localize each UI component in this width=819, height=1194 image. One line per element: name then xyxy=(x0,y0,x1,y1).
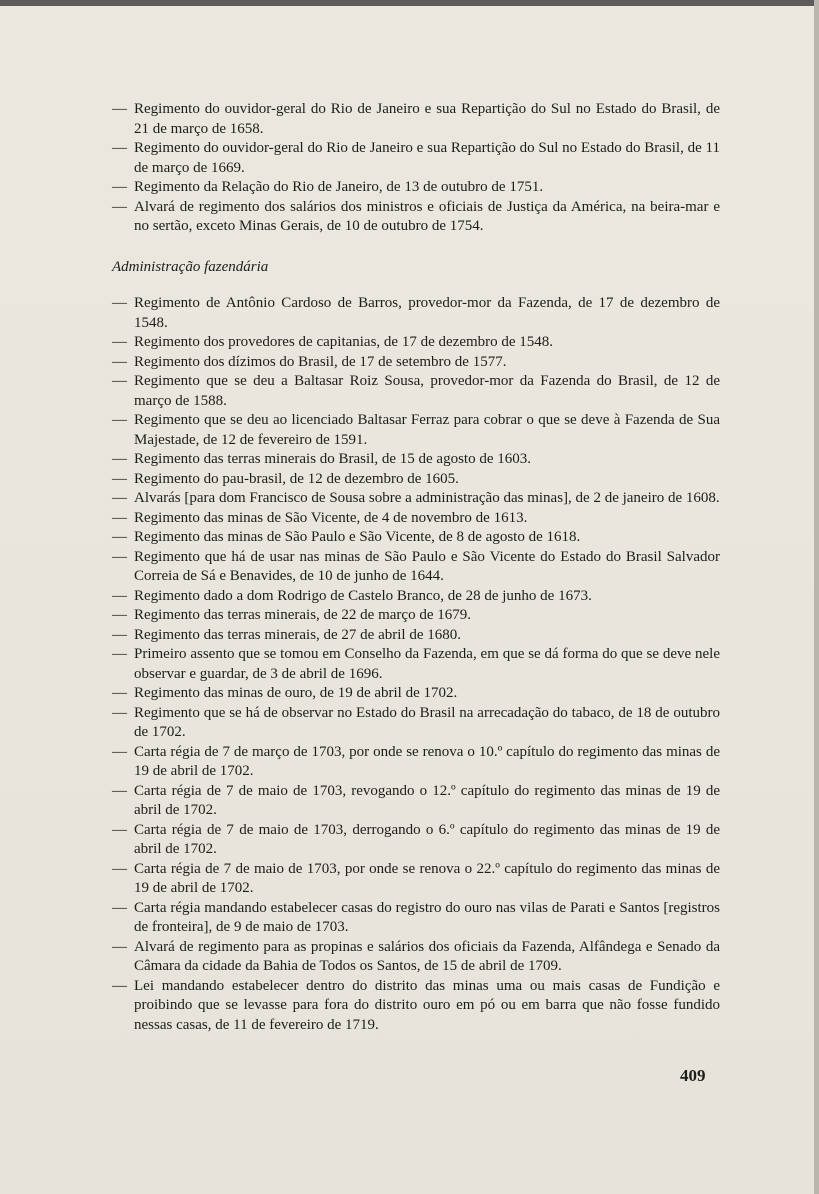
list-item: — Regimento do ouvidor-geral do Rio de Janeiro e sua Repartição do Sul no Estado do Brasil, de 11 de março de 1669. xyxy=(112,140,720,176)
list-dash: — xyxy=(112,782,127,799)
page-number: 409 xyxy=(680,1066,706,1085)
list-dash: — xyxy=(112,334,127,350)
list-dash: — xyxy=(112,101,127,117)
list-dash: — xyxy=(112,626,127,643)
list-item: — Carta régia de 7 de março de 1703, por onde se renova o 10.º capítulo do regimento das minas de 19 de abril de 1702. xyxy=(112,743,720,779)
list-dash: — xyxy=(112,587,127,604)
list-dash: — xyxy=(112,743,127,760)
list-dash: — xyxy=(112,373,127,389)
list-dash: — xyxy=(112,353,127,370)
list-item: — Regimento das terras minerais, de 22 de março de 1679. xyxy=(112,606,720,626)
list-item: — Regimento das terras minerais do Brasil, de 15 de agosto de 1603. xyxy=(112,450,720,470)
list-dash: — xyxy=(112,509,127,526)
list-dash: — xyxy=(112,179,127,195)
list-dash: — xyxy=(112,490,127,506)
list-dash: — xyxy=(112,295,127,311)
list-dash: — xyxy=(112,685,127,701)
list-item: — Regimento que há de usar nas minas de São Paulo e São Vicente do Estado do Brasil Salvador Correia de Sá e Benavides, de 10 de junho de 1644. xyxy=(112,548,720,584)
list-dash: — xyxy=(112,860,127,877)
list-item: — Regimento das minas de São Vicente, de 4 de novembro de 1613. xyxy=(112,509,720,529)
list-item: — Regimento das minas de São Paulo e São Vicente, de 8 de agosto de 1618. xyxy=(112,528,720,548)
list-item: — Regimento que se deu ao licenciado Baltasar Ferraz para cobrar o que se deve à Fazenda de Sua Majestade, de 12 de fevereiro de 1591. xyxy=(112,412,720,448)
list-dash: — xyxy=(112,704,127,721)
list-item: — Regimento de Antônio Cardoso de Barros, provedor-mor da Fazenda, de 17 de dezembro de 1548. xyxy=(112,295,720,331)
page-top-edge xyxy=(0,0,819,6)
list-item: — Regimento dos dízimos do Brasil, de 17 de setembro de 1577. xyxy=(112,353,720,373)
list-dash: — xyxy=(112,607,127,623)
list-item: — Carta régia mandando estabelecer casas do registro do ouro nas vilas de Parati e Santos [registros de fronteira], de 9 de maio de 1703. xyxy=(112,899,720,935)
page-content xyxy=(112,100,720,1035)
list-item: — Alvarás [para dom Francisco de Sousa sobre a administração das minas], de 2 de janeiro de 1608. xyxy=(112,489,720,509)
list-dash: — xyxy=(112,821,127,838)
list-dash: — xyxy=(112,198,127,215)
list-item: — Regimento do pau-brasil, de 12 de dezembro de 1605. xyxy=(112,470,720,490)
list-item: — Regimento da Relação do Rio de Janeiro, de 13 de outubro de 1751. xyxy=(112,178,720,198)
list-item: — Primeiro assento que se tomou em Conselho da Fazenda, em que se dá forma do que se deve nele observar e guardar, de 3 de abril de 1696. xyxy=(112,646,720,682)
list-item: — Carta régia de 7 de maio de 1703, derrogando o 6.º capítulo do regimento das minas de 19 de abril de 1702. xyxy=(112,821,720,857)
list-dash: — xyxy=(112,977,127,994)
page-right-edge xyxy=(814,0,819,1194)
list-dash: — xyxy=(112,646,127,662)
list-item: — Regimento do ouvidor-geral do Rio de Janeiro e sua Repartição do Sul no Estado do Brasil, de 21 de março de 1658. xyxy=(112,101,720,137)
list-item: — Regimento que se há de observar no Estado do Brasil na arrecadação do tabaco, de 18 de outubro de 1702. xyxy=(112,704,720,740)
list-item: — Alvará de regimento dos salários dos ministros e oficiais de Justiça da América, na beira-mar e no sertão, exceto Minas Gerais, de 10 de outubro de 1754. xyxy=(112,198,720,234)
list-item: — Regimento dos provedores de capitanias, de 17 de dezembro de 1548. xyxy=(112,333,720,353)
list-dash: — xyxy=(112,140,127,156)
list-dash: — xyxy=(112,548,127,565)
fazenda-list xyxy=(112,294,720,1035)
list-dash: — xyxy=(112,938,127,955)
list-item: — Regimento que se deu a Baltasar Roiz Sousa, provedor-mor da Fazenda do Brasil, de 12 de março de 1588. xyxy=(112,373,720,409)
list-dash: — xyxy=(112,470,127,487)
list-dash: — xyxy=(112,529,127,545)
list-dash: — xyxy=(112,899,127,916)
list-item: — Alvará de regimento para as propinas e salários dos oficiais da Fazenda, Alfândega e Senado da Câmara da cidade da Bahia de Todos os Santos, de 15 de abril de 1709. xyxy=(112,938,720,974)
list-dash: — xyxy=(112,412,127,428)
list-item: — Regimento das minas de ouro, de 19 de abril de 1702. xyxy=(112,684,720,704)
list-item: — Regimento das terras minerais, de 27 de abril de 1680. xyxy=(112,626,720,646)
list-dash: — xyxy=(112,451,127,467)
list-item: — Carta régia de 7 de maio de 1703, revogando o 12.º capítulo do regimento das minas de 19 de abril de 1702. xyxy=(112,782,720,818)
list-item: — Lei mandando estabelecer dentro do distrito das minas uma ou mais casas de Fundição e proibindo que se levasse para fora do distrito ouro em pó ou em barra que não fosse fundido nessas casas, de 11 de fevereiro de 1719. xyxy=(112,977,720,1033)
list-item: — Carta régia de 7 de maio de 1703, por onde se renova o 22.º capítulo do regimento das minas de 19 de abril de 1702. xyxy=(112,860,720,896)
section-heading: Administração fazendária xyxy=(112,258,269,275)
list-item: — Regimento dado a dom Rodrigo de Castelo Branco, de 28 de junho de 1673. xyxy=(112,587,720,607)
regimentos-list xyxy=(112,100,720,237)
